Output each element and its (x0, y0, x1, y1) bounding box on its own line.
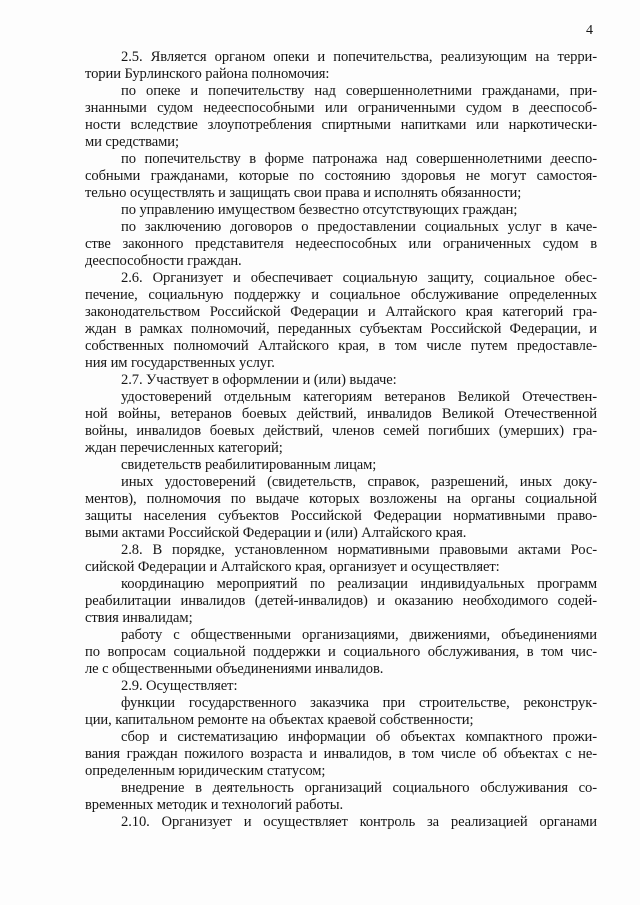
paragraph (85, 219, 597, 270)
text-line: дееспособности граждан. (85, 253, 242, 269)
text-line: защиты населения субъектов Российской Федерации нормативными право- (85, 508, 597, 524)
text-line: определенным юридическим статусом; (85, 763, 326, 779)
text-line: ной войны, ветеранов боевых действий, инвалидов Великой Отечественной (85, 406, 597, 422)
text-line: по попечительству в форме патронажа над совершеннолетними дееспо- (121, 151, 597, 167)
text-line: собственных полномочий Алтайского края, в том числе путем предоставле- (85, 338, 597, 354)
text-line: удостоверений отдельным категориям ветеранов Великой Отечествен- (121, 389, 597, 405)
text-line: 2.6. Организует и обеспечивает социальную защиту, социальное обес- (121, 270, 597, 286)
text-line: сбор и систематизацию информации об объектах компактного прожи- (121, 729, 597, 745)
text-line: законодательством Российской Федерации и Алтайского края категорий гра- (85, 304, 597, 320)
text-line: сийской Федерации и Алтайского края, организует и осуществляет: (85, 559, 500, 575)
text-line: ности вследствие злоупотребления спиртными напитками или наркотически- (85, 117, 597, 133)
text-line: ции, капитальном ремонте на объектах краевой собственности; (85, 712, 474, 728)
paragraph (85, 542, 597, 576)
paragraph (85, 270, 597, 372)
text-line: тории Бурлинского района полномочия: (85, 66, 330, 82)
text-line: тельно осуществлять и защищать свои права и исполнять обязанности; (85, 185, 522, 201)
paragraph (85, 627, 597, 678)
text-line: по вопросам социальной поддержки и социального обслуживания, в том чис- (85, 644, 597, 660)
text-line: 2.7. Участвует в оформлении и (или) выдаче: (121, 372, 397, 388)
text-line: ми средствами; (85, 134, 179, 150)
text-line: войны, инвалидов боевых действий, членов семей погибших (умерших) гра- (85, 423, 597, 439)
text-line: ле с общественными объединениями инвалидов. (85, 661, 384, 677)
text-line: внедрение в деятельность организаций социального обслуживания со- (121, 780, 597, 796)
paragraph (85, 202, 597, 219)
paragraph (85, 151, 597, 202)
text-line: выми актами Российской Федерации и (или) Алтайского края. (85, 525, 467, 541)
text-line: ния им государственных услуг. (85, 355, 275, 371)
text-line: стве законного представителя недееспособных или ограниченных судом в (85, 236, 597, 252)
text-line: ждан перечисленных категорий; (85, 440, 283, 456)
paragraph (85, 49, 597, 83)
text-line: по заключению договоров о предоставлении социальных услуг в каче- (121, 219, 597, 235)
paragraph (85, 457, 597, 474)
text-line: 2.10. Организует и осуществляет контроль за реализацией органами (121, 814, 597, 830)
paragraph (85, 576, 597, 627)
paragraph (85, 372, 597, 389)
text-line: знанными судом недееспособными или ограниченными судом в дееспособ- (85, 100, 597, 116)
text-line: собными гражданами, которые по состоянию здоровья не могут самостоя- (85, 168, 597, 184)
text-line: реабилитации инвалидов (детей-инвалидов) и оказанию необходимого содей- (85, 593, 597, 609)
text-line: вания граждан пожилого возраста и инвалидов, в том числе об объектах с не- (85, 746, 597, 762)
paragraph (85, 695, 597, 729)
text-line: свидетельств реабилитированным лицам; (121, 457, 377, 473)
paragraph (85, 474, 597, 542)
text-line: печение, социальную поддержку и социальное обслуживание определенных (85, 287, 597, 303)
text-line: иных удостоверений (свидетельств, справок, разрешений, иных доку- (121, 474, 597, 490)
paragraph (85, 780, 597, 814)
paragraph (85, 83, 597, 151)
page-number: 4 (586, 23, 593, 38)
text-line: функции государственного заказчика при строительстве, реконструк- (121, 695, 597, 711)
text-line: ментов), полномочия по выдаче которых возложены на органы социальной (85, 491, 597, 507)
text-line: 2.5. Является органом опеки и попечительства, реализующим на терри- (121, 49, 597, 65)
text-line: ствия инвалидам; (85, 610, 193, 626)
text-line: работу с общественными организациями, движениями, объединениями (121, 627, 597, 643)
paragraph (85, 389, 597, 457)
paragraph (85, 678, 597, 695)
text-line: 2.9. Осуществляет: (121, 678, 238, 694)
text-line: координацию мероприятий по реализации индивидуальных программ (121, 576, 597, 592)
text-line: по опеке и попечительству над совершеннолетними гражданами, при- (121, 83, 597, 99)
text-line: по управлению имуществом безвестно отсутствующих граждан; (121, 202, 518, 218)
paragraph (85, 814, 597, 831)
paragraph (85, 729, 597, 780)
document-body (85, 49, 597, 831)
text-line: 2.8. В порядке, установленном нормативными правовыми актами Рос- (121, 542, 597, 558)
text-line: временных методик и технологий работы. (85, 797, 343, 813)
text-line: ждан в рамках полномочий, переданных субъектам Российской Федерации, и (85, 321, 597, 337)
